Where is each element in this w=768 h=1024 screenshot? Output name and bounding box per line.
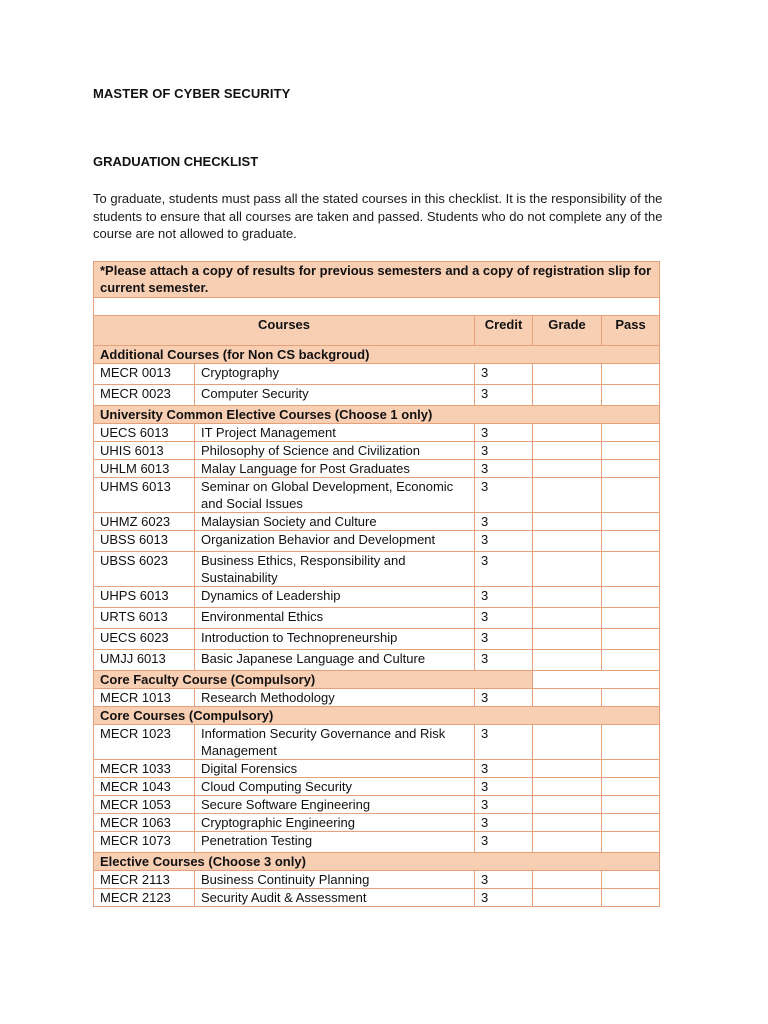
course-name: Cryptographic Engineering bbox=[195, 814, 475, 832]
course-name: Environmental Ethics bbox=[195, 608, 475, 629]
course-credit: 3 bbox=[475, 629, 533, 650]
course-code: UBSS 6013 bbox=[94, 531, 195, 552]
pass-cell[interactable] bbox=[602, 385, 660, 406]
course-credit: 3 bbox=[475, 889, 533, 907]
section-title: Core Faculty Course (Compulsory) bbox=[94, 671, 533, 689]
course-code: MECR 1053 bbox=[94, 796, 195, 814]
course-credit: 3 bbox=[475, 871, 533, 889]
course-code: UHPS 6013 bbox=[94, 587, 195, 608]
course-code: MECR 0013 bbox=[94, 364, 195, 385]
header-row bbox=[94, 316, 660, 346]
course-credit: 3 bbox=[475, 552, 533, 587]
pass-cell[interactable] bbox=[602, 889, 660, 907]
pass-cell[interactable] bbox=[602, 778, 660, 796]
pass-cell[interactable] bbox=[602, 650, 660, 671]
course-code: MECR 1033 bbox=[94, 760, 195, 778]
course-code: UHMS 6013 bbox=[94, 478, 195, 513]
table-row bbox=[94, 364, 660, 385]
course-name: Computer Security bbox=[195, 385, 475, 406]
table-row bbox=[94, 608, 660, 629]
course-name: Philosophy of Science and Civilization bbox=[195, 442, 475, 460]
table-row bbox=[94, 442, 660, 460]
course-name: Malay Language for Post Graduates bbox=[195, 460, 475, 478]
table-row bbox=[94, 760, 660, 778]
course-code: URTS 6013 bbox=[94, 608, 195, 629]
pass-cell[interactable] bbox=[602, 552, 660, 587]
pass-cell[interactable] bbox=[602, 760, 660, 778]
course-credit: 3 bbox=[475, 814, 533, 832]
section-title: Elective Courses (Choose 3 only) bbox=[94, 853, 660, 871]
table-row bbox=[94, 871, 660, 889]
course-code: UECS 6013 bbox=[94, 424, 195, 442]
course-credit: 3 bbox=[475, 364, 533, 385]
grade-cell[interactable] bbox=[533, 832, 602, 853]
spacer-row bbox=[94, 298, 660, 316]
grade-cell[interactable] bbox=[533, 814, 602, 832]
table-row bbox=[94, 650, 660, 671]
header-credit: Credit bbox=[475, 316, 533, 346]
checklist-heading: GRADUATION CHECKLIST bbox=[93, 154, 259, 169]
grade-cell[interactable] bbox=[533, 385, 602, 406]
table-row bbox=[94, 587, 660, 608]
table-row bbox=[94, 478, 660, 513]
pass-cell[interactable] bbox=[602, 424, 660, 442]
course-code: MECR 1073 bbox=[94, 832, 195, 853]
section-header bbox=[94, 346, 660, 364]
notice-text: *Please attach a copy of results for previous semesters and a copy of registration slip for current semester. bbox=[94, 262, 660, 298]
table-row bbox=[94, 460, 660, 478]
pass-cell[interactable] bbox=[602, 364, 660, 385]
grade-cell[interactable] bbox=[533, 442, 602, 460]
course-code: UECS 6023 bbox=[94, 629, 195, 650]
pass-cell[interactable] bbox=[602, 796, 660, 814]
grade-cell[interactable] bbox=[533, 513, 602, 531]
grade-cell[interactable] bbox=[533, 478, 602, 513]
course-credit: 3 bbox=[475, 424, 533, 442]
grade-cell[interactable] bbox=[533, 460, 602, 478]
pass-cell[interactable] bbox=[602, 442, 660, 460]
pass-cell[interactable] bbox=[602, 689, 660, 707]
grade-cell[interactable] bbox=[533, 778, 602, 796]
course-credit: 3 bbox=[475, 832, 533, 853]
intro-paragraph: To graduate, students must pass all the stated courses in this checklist. It is the responsibility of the students to ensure that all courses are taken and passed. Students who do not complete any of the course are not allowed to graduate. bbox=[93, 191, 663, 241]
table-row bbox=[94, 832, 660, 853]
course-credit: 3 bbox=[475, 778, 533, 796]
course-name: Basic Japanese Language and Culture bbox=[195, 650, 475, 671]
course-credit: 3 bbox=[475, 385, 533, 406]
pass-cell[interactable] bbox=[602, 513, 660, 531]
grade-cell[interactable] bbox=[533, 608, 602, 629]
course-name: Business Ethics, Responsibility and Sustainability bbox=[195, 552, 475, 587]
header-grade: Grade bbox=[533, 316, 602, 346]
course-name: Seminar on Global Development, Economic and Social Issues bbox=[195, 478, 475, 513]
grade-cell[interactable] bbox=[533, 760, 602, 778]
course-credit: 3 bbox=[475, 608, 533, 629]
course-credit: 3 bbox=[475, 650, 533, 671]
course-name: Digital Forensics bbox=[195, 760, 475, 778]
course-credit: 3 bbox=[475, 478, 533, 513]
course-code: UBSS 6023 bbox=[94, 552, 195, 587]
pass-cell[interactable] bbox=[602, 832, 660, 853]
notice-row bbox=[94, 262, 660, 298]
course-code: MECR 1023 bbox=[94, 725, 195, 760]
section-header bbox=[94, 406, 660, 424]
course-name: Introduction to Technopreneurship bbox=[195, 629, 475, 650]
document-title: MASTER OF CYBER SECURITY bbox=[93, 86, 291, 101]
course-name: Secure Software Engineering bbox=[195, 796, 475, 814]
table-row bbox=[94, 725, 660, 760]
course-name: IT Project Management bbox=[195, 424, 475, 442]
pass-cell[interactable] bbox=[602, 608, 660, 629]
table-row bbox=[94, 689, 660, 707]
pass-cell[interactable] bbox=[602, 629, 660, 650]
table-row bbox=[94, 814, 660, 832]
grade-cell[interactable] bbox=[533, 424, 602, 442]
table-row bbox=[94, 796, 660, 814]
course-name: Organization Behavior and Development bbox=[195, 531, 475, 552]
course-code: MECR 2123 bbox=[94, 889, 195, 907]
grade-cell[interactable] bbox=[533, 725, 602, 760]
grade-cell[interactable] bbox=[533, 364, 602, 385]
grade-cell[interactable] bbox=[533, 629, 602, 650]
course-name: Cryptography bbox=[195, 364, 475, 385]
course-code: MECR 1063 bbox=[94, 814, 195, 832]
course-name: Information Security Governance and Risk Management bbox=[195, 725, 475, 760]
section-title: Core Courses (Compulsory) bbox=[94, 707, 660, 725]
grade-cell[interactable] bbox=[533, 650, 602, 671]
section-header bbox=[94, 671, 660, 689]
course-code: UHMZ 6023 bbox=[94, 513, 195, 531]
pass-cell[interactable] bbox=[602, 587, 660, 608]
table-row bbox=[94, 552, 660, 587]
section-title: Additional Courses (for Non CS backgroud) bbox=[94, 346, 660, 364]
course-name: Security Audit & Assessment bbox=[195, 889, 475, 907]
section-title: University Common Elective Courses (Choose 1 only) bbox=[94, 406, 660, 424]
course-code: UHLM 6013 bbox=[94, 460, 195, 478]
course-credit: 3 bbox=[475, 725, 533, 760]
grade-cell[interactable] bbox=[533, 531, 602, 552]
course-code: UMJJ 6013 bbox=[94, 650, 195, 671]
table-row bbox=[94, 629, 660, 650]
grade-cell[interactable] bbox=[533, 552, 602, 587]
checklist-table bbox=[93, 261, 660, 907]
pass-cell[interactable] bbox=[602, 460, 660, 478]
course-name: Cloud Computing Security bbox=[195, 778, 475, 796]
course-credit: 3 bbox=[475, 442, 533, 460]
course-name: Malaysian Society and Culture bbox=[195, 513, 475, 531]
pass-cell[interactable] bbox=[602, 725, 660, 760]
grade-cell[interactable] bbox=[533, 889, 602, 907]
section-header bbox=[94, 707, 660, 725]
course-credit: 3 bbox=[475, 689, 533, 707]
table-row bbox=[94, 424, 660, 442]
header-courses: Courses bbox=[94, 316, 475, 346]
table-row bbox=[94, 385, 660, 406]
pass-cell[interactable] bbox=[602, 814, 660, 832]
grade-cell[interactable] bbox=[533, 689, 602, 707]
course-name: Penetration Testing bbox=[195, 832, 475, 853]
grade-cell[interactable] bbox=[533, 796, 602, 814]
table-row bbox=[94, 513, 660, 531]
course-code: MECR 1013 bbox=[94, 689, 195, 707]
grade-cell[interactable] bbox=[533, 587, 602, 608]
grade-cell[interactable] bbox=[533, 871, 602, 889]
course-code: UHIS 6013 bbox=[94, 442, 195, 460]
course-name: Business Continuity Planning bbox=[195, 871, 475, 889]
course-code: MECR 1043 bbox=[94, 778, 195, 796]
table-row bbox=[94, 531, 660, 552]
course-credit: 3 bbox=[475, 760, 533, 778]
table-row bbox=[94, 778, 660, 796]
course-credit: 3 bbox=[475, 531, 533, 552]
section-header bbox=[94, 853, 660, 871]
course-credit: 3 bbox=[475, 513, 533, 531]
course-code: MECR 0023 bbox=[94, 385, 195, 406]
pass-cell[interactable] bbox=[602, 478, 660, 513]
course-credit: 3 bbox=[475, 587, 533, 608]
course-name: Dynamics of Leadership bbox=[195, 587, 475, 608]
pass-cell[interactable] bbox=[602, 531, 660, 552]
course-credit: 3 bbox=[475, 796, 533, 814]
table-row bbox=[94, 889, 660, 907]
course-credit: 3 bbox=[475, 460, 533, 478]
header-pass: Pass bbox=[602, 316, 660, 346]
course-code: MECR 2113 bbox=[94, 871, 195, 889]
pass-cell[interactable] bbox=[602, 871, 660, 889]
course-name: Research Methodology bbox=[195, 689, 475, 707]
